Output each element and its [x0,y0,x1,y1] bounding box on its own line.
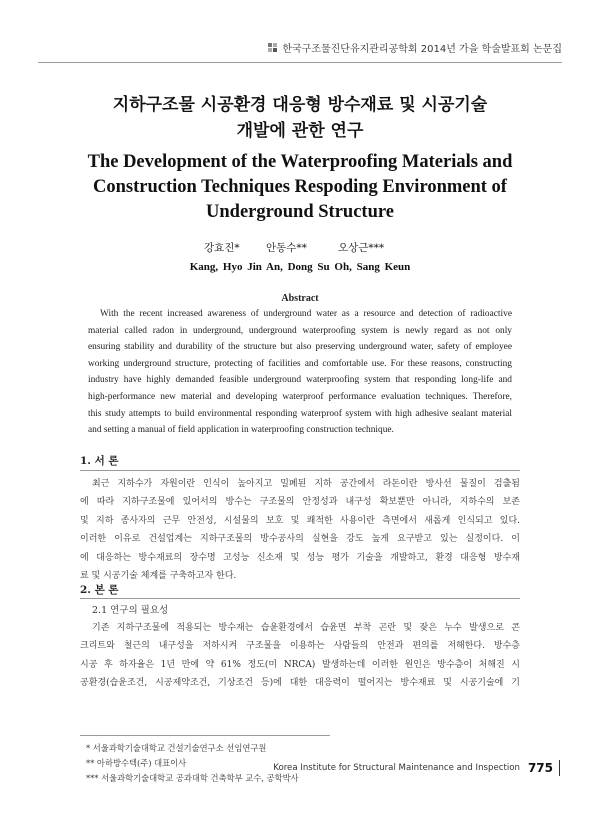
body-line: 이러한 이유로 건설업계는 지하구조물의 방수공사의 실현을 강도 높게 요구받고 있는 실정이다. 이 [80,534,520,545]
footnote-3: *** 서울과학기술대학교 공과대학 건축학부 교수, 공학박사 [86,773,299,783]
journal-logo-icon [268,43,278,53]
abstract-line: industry have highly demanded feasible underground waterproofing system that responding long-life and [88,375,512,386]
korean-title-line-2: 개발에 관한 연구 [236,121,364,141]
body-line: 공환경(습윤조건, 시공제약조건, 기상조건 등)에 대한 대응력이 떨어지는 방수재료 및 시공기술에 기 [80,678,520,689]
section-1-divider [80,470,520,471]
abstract-line: ensuring stability and durability of the structure but also preserving underground water, safety of employee [88,342,512,353]
body-line: 최근 지하수가 자원이란 인식이 높아지고 밀폐된 지하 공간에서 라돈이란 방사선 물질이 검출됨 [92,479,520,489]
body-line: 에 따라 지하구조물에 있어서의 방수는 구조물의 안정성과 내구성 확보뿐만 아니라, 지하수의 보존 [80,497,520,508]
body-line: 및 지하 종사자의 근무 안전성, 시설물의 보호 및 쾌적한 사용이란 측면에서 새롭게 인식되고 있다. [80,515,520,526]
abstract-line: With the recent increased awareness of underground water as a resource and detection of radioactive [100,309,512,319]
korean-title [0,92,600,144]
footnote-1: * 서울과학기술대학교 건설기술연구소 선임연구원 [86,743,267,753]
english-title-line-1: The Development of the Waterproofing Materials and [87,152,513,172]
english-title-line-2: Construction Techniques Respoding Environment of [93,177,507,197]
english-title [0,150,600,225]
abstract-line: working underground structure, protecting of facilities and comfortable use. For these reasons, constructing [88,358,512,369]
english-title-line-3: Underground Structure [206,202,394,222]
author-3-kr: 오상근*** [338,242,385,254]
section-2-divider [80,598,520,599]
subsection-2-1-heading: 2.1 연구의 필요성 [92,605,169,616]
abstract-body [88,306,512,439]
korean-title-line-1: 지하구조물 시공환경 대응형 방수재료 및 시공기술 [112,95,488,115]
body-line: 기존 지하구조물에 적용되는 방수재는 습윤환경에서 습윤면 부착 곤란 및 잦은 누수 발생으로 콘 [92,623,520,633]
page-footer [273,760,560,776]
section-2-heading: 2. 본 론 [80,584,119,596]
header-divider [38,62,562,63]
footer-institute: Korea Institute for Structural Maintenance and Inspection [273,763,520,773]
footnote-divider [80,735,330,736]
abstract-line: this study attempts to build environmental responding waterproof system with high adhesive sealant material [88,408,512,419]
author-2-kr: 안동수** [266,242,307,254]
footnotes [86,741,299,786]
body-line: 시공 후 하자율은 1년 만에 약 61% 정도(미 NRCA) 발생하는데 이러한 원인은 방수층이 처해진 시 [80,659,520,670]
section-2-body [80,619,520,693]
section-1-heading: 1. 서 론 [80,455,119,467]
abstract-line: material called radon in underground, underground waterproofing system is newly regard as not only [88,325,512,336]
body-line: 료 및 시공기술 체계를 구축하고자 한다. [80,571,237,582]
abstract-line: and setting a manual of field application in waterproofing construction technique. [88,425,394,436]
author-1-kr: 강효진* [204,242,240,254]
footnote-2: ** 아하방수텍(주) 대표이사 [86,758,187,768]
authors-english: Kang, Hyo Jin An, Dong Su Oh, Sang Keun [189,261,411,273]
abstract-line: high-performance new material and developing waterproof performance evaluation techniques. Therefore, [88,391,512,402]
body-line: 에 대응하는 방수재료의 장수명 고성능 신소재 및 성능 평가 기술을 개발하고, 환경 대응형 방수재 [80,552,520,563]
page-number: 775 [528,760,560,776]
section-1-body [80,475,520,585]
journal-name: 한국구조물진단유지관리공학회 2014년 가을 학술발표회 논문집 [282,44,562,55]
running-header [268,40,562,55]
body-line: 크리트와 철근의 내구성을 저하시켜 구조물을 이용하는 사람들의 안전과 편의를 저해한다. 방수층 [80,641,520,652]
abstract-heading: Abstract [281,293,319,304]
